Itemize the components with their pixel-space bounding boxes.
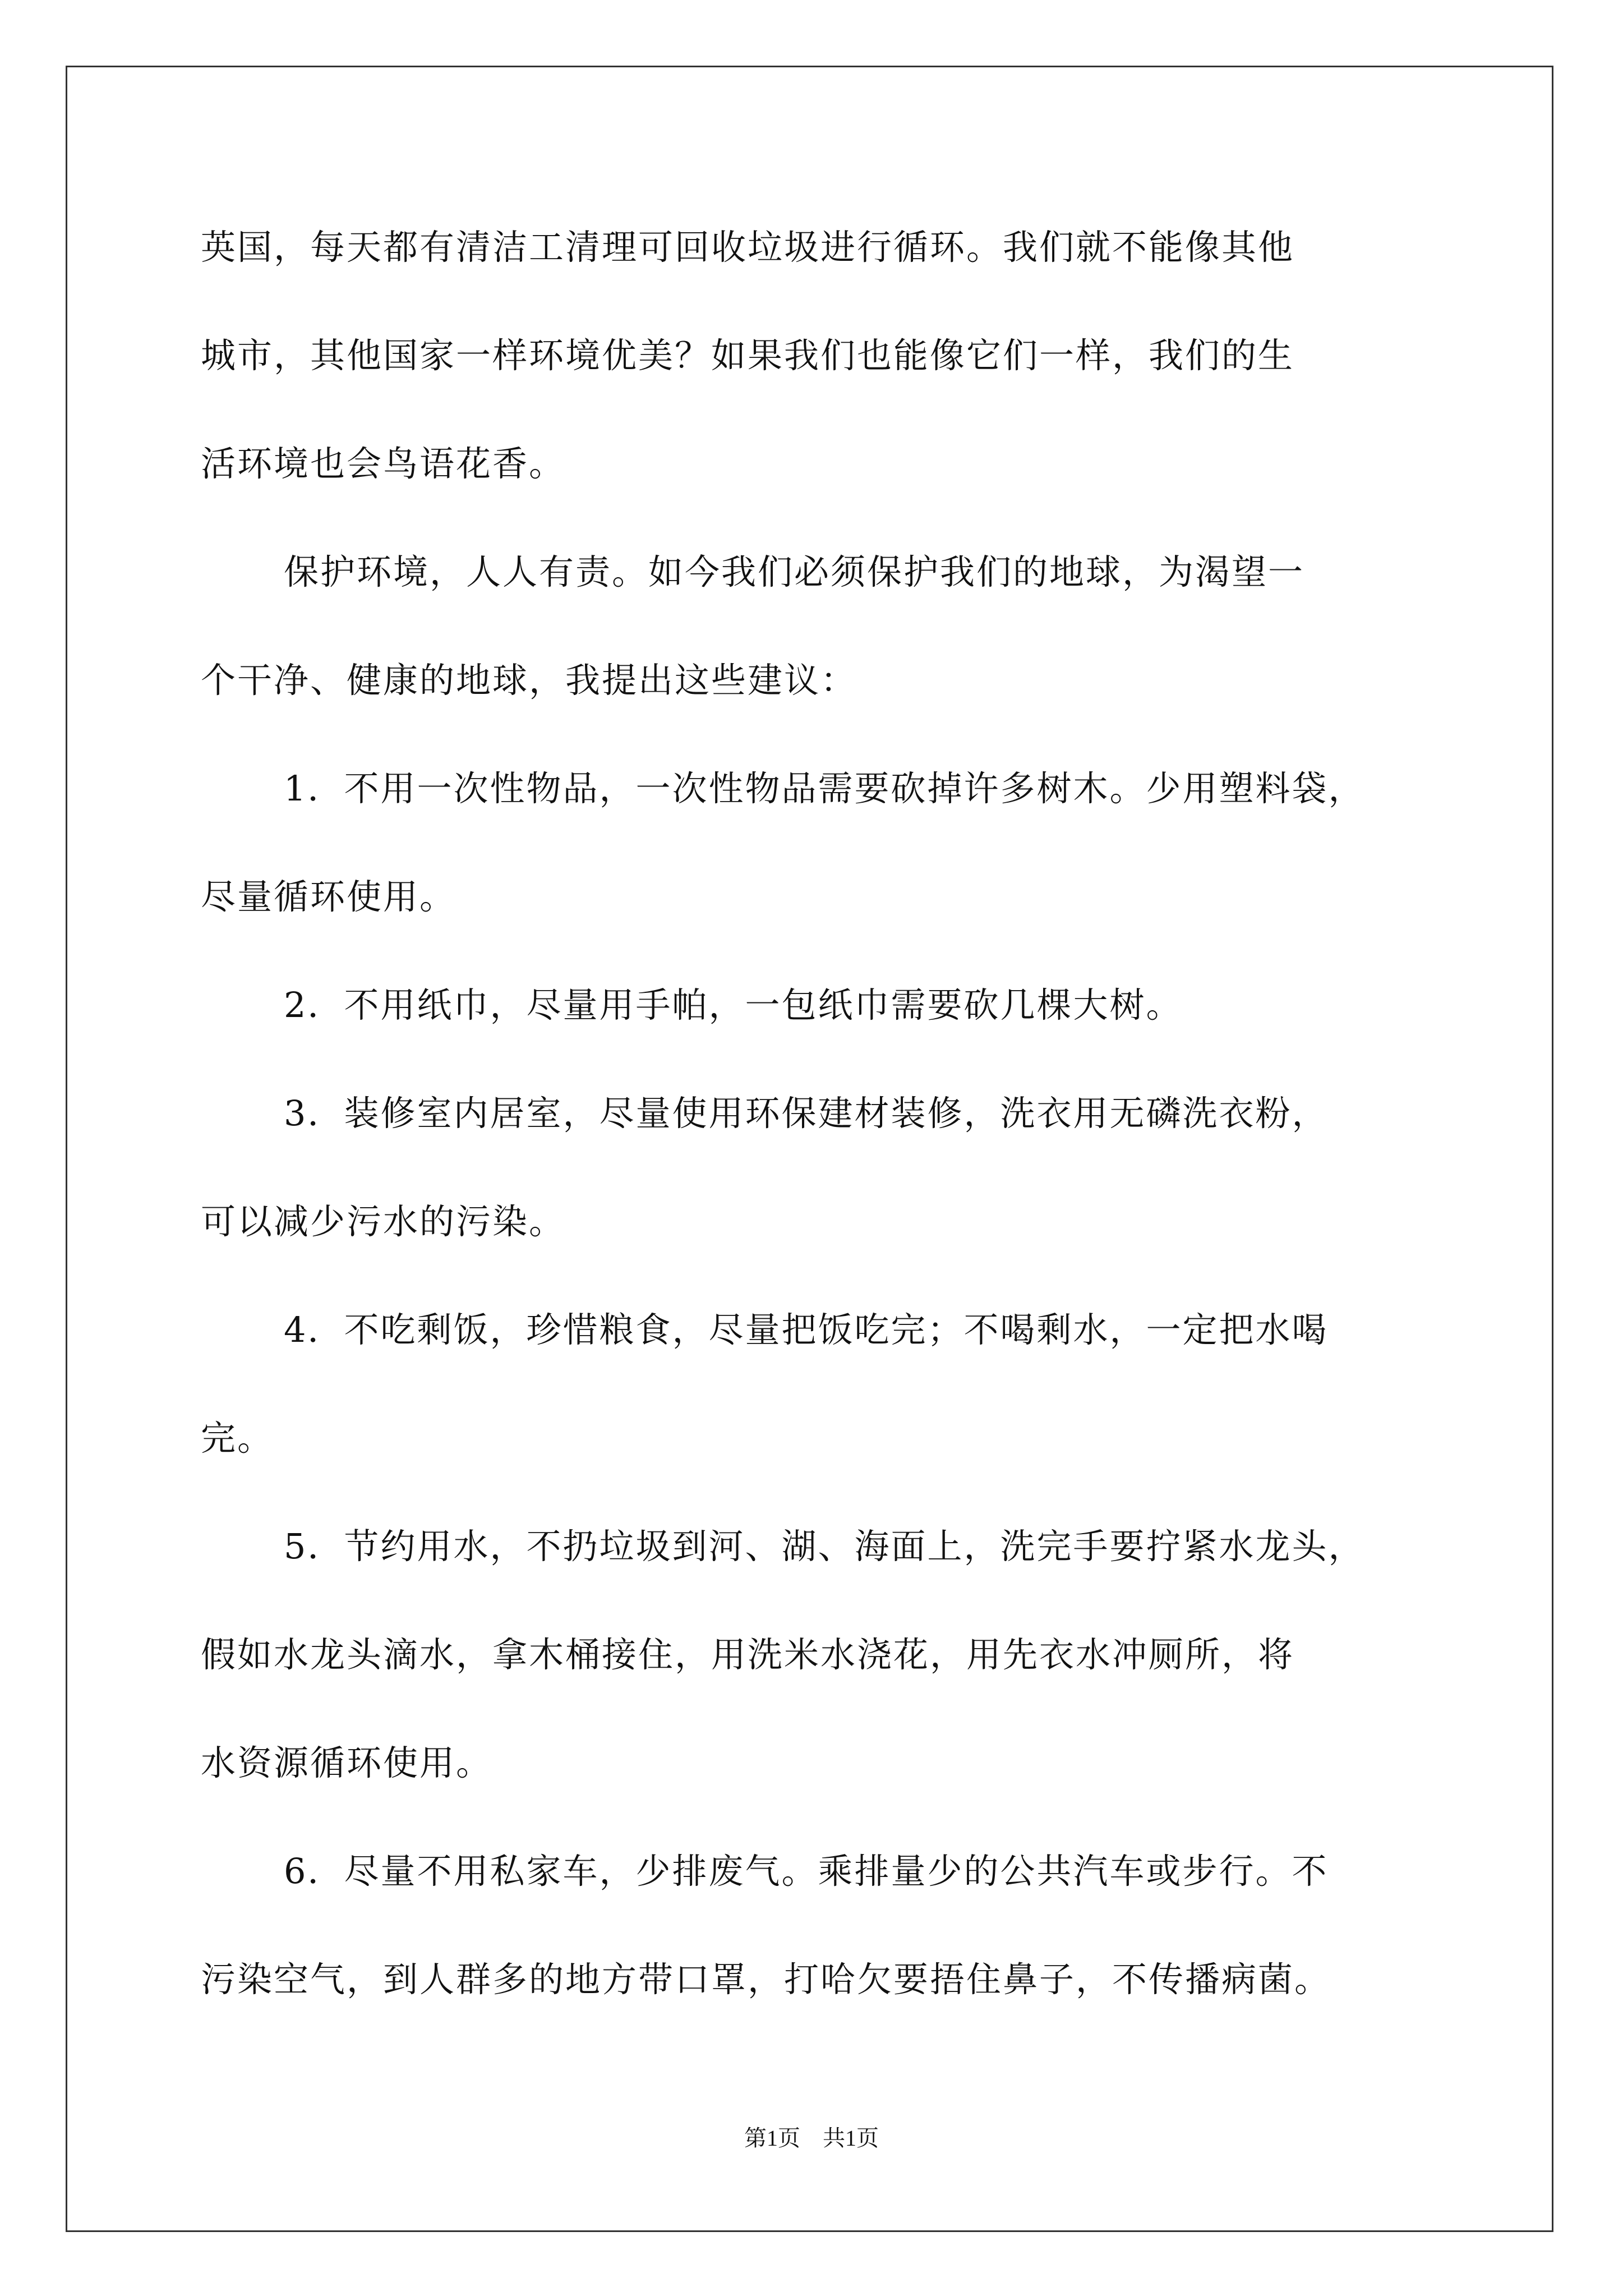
text-line: 尽量循环使用。 <box>201 876 457 917</box>
text-line: 污染空气，到人群多的地方带口罩，打哈欠要捂住鼻子，不传播病菌。 <box>201 1959 1331 2000</box>
text-line: 城市，其他国家一样环境优美？如果我们也能像它们一样，我们的生 <box>201 335 1295 376</box>
list-item-1: 1．不用一次性物品，一次性物品需要砍掉许多树木。少用塑料袋， <box>284 768 1365 809</box>
list-item-6: 6．尽量不用私家车，少排废气。乘排量少的公共汽车或步行。不 <box>284 1851 1329 1892</box>
text-line: 假如水龙头滴水，拿木桶接住，用洗米水浇花，用先衣水冲厕所，将 <box>201 1634 1295 1675</box>
text-line: 活环境也会鸟语花香。 <box>201 443 566 484</box>
text-line: 水资源循环使用。 <box>201 1742 493 1783</box>
paragraph-first-line: 保护环境，人人有责。如今我们必须保护我们的地球，为渴望一 <box>284 551 1305 592</box>
list-item-5: 5．节约用水，不扔垃圾到河、湖、海面上，洗完手要拧紧水龙头， <box>284 1526 1365 1567</box>
text-line: 英国，每天都有清洁工清理可回收垃圾进行循环。我们就不能像其他 <box>201 227 1295 268</box>
text-line: 个干净、健康的地球，我提出这些建议： <box>201 660 857 701</box>
text-line: 可以减少污水的污染。 <box>201 1201 566 1242</box>
list-item-2: 2．不用纸巾，尽量用手帕，一包纸巾需要砍几棵大树。 <box>284 984 1183 1025</box>
text-line: 完。 <box>201 1418 274 1458</box>
page-border <box>66 66 1553 2232</box>
list-item-3: 3．装修室内居室，尽量使用环保建材装修，洗衣用无磷洗衣粉， <box>284 1093 1329 1134</box>
page-number-footer: 第1页 共1页 <box>744 2125 879 2151</box>
list-item-4: 4．不吃剩饭，珍惜粮食，尽量把饭吃完；不喝剩水，一定把水喝 <box>284 1309 1329 1350</box>
